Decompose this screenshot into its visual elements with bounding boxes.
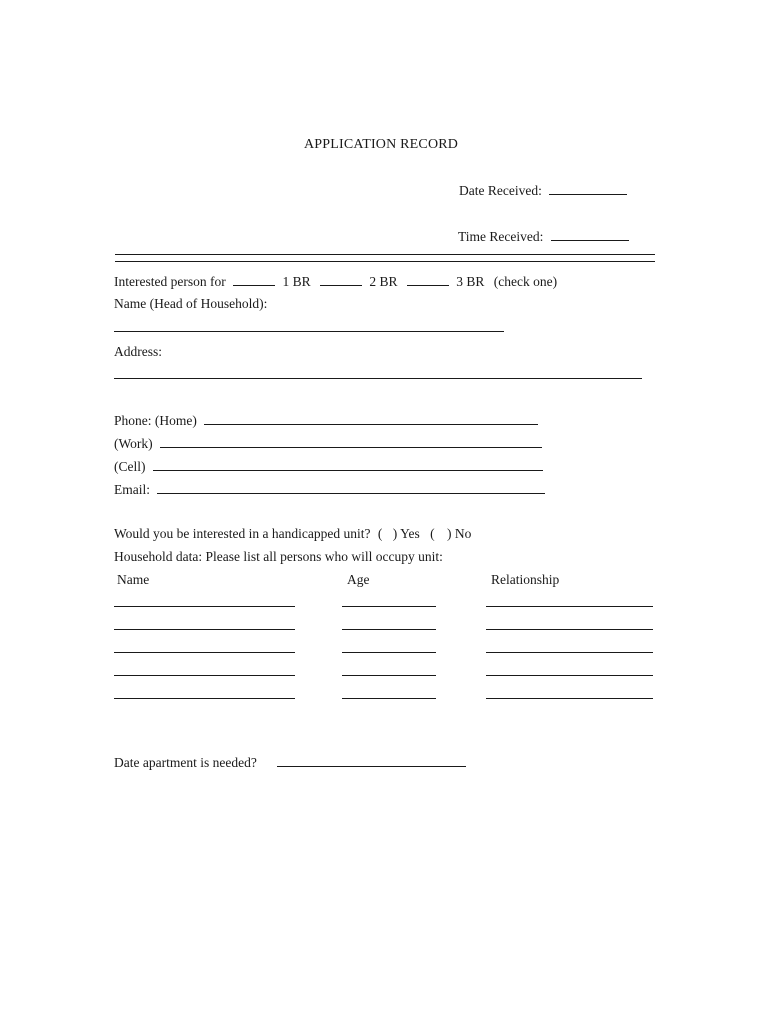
form-title: APPLICATION RECORD [304,137,459,152]
no-option[interactable]: ) No [446,526,472,541]
household-age-line[interactable] [342,629,436,630]
br2-label: 2 BR [369,274,398,289]
household-label: Household data: Please list all persons who will occupy unit: [114,549,443,564]
handicapped-question: Would you be interested in a handicapped unit? [114,526,371,541]
section-separator [115,254,655,262]
address-line[interactable] [114,378,642,379]
household-col-name: Name [117,572,150,587]
household-relationship-line[interactable] [486,629,653,630]
date-received-blank[interactable] [549,183,627,195]
phone-work-blank[interactable] [160,436,542,448]
household-col-age: Age [347,572,370,587]
household-name-line[interactable] [114,675,295,676]
household-col-relationship: Relationship [491,572,560,587]
phone-cell-field [114,459,543,474]
br3-blank[interactable] [407,274,449,286]
household-age-line[interactable] [342,675,436,676]
household-age-line[interactable] [342,652,436,653]
br1-blank[interactable] [233,274,275,286]
household-relationship-line[interactable] [486,698,653,699]
date-received-field[interactable] [459,183,627,198]
phone-home-label: Phone: (Home) [114,413,197,428]
yes-option[interactable]: ) Yes [392,526,420,541]
check-one-note: (check one) [493,274,558,289]
household-relationship-line[interactable] [486,675,653,676]
yes-paren-open[interactable]: ( [377,526,383,541]
br2-blank[interactable] [320,274,362,286]
date-needed-line[interactable] [277,766,466,767]
no-paren-open[interactable]: ( [430,526,435,541]
household-age-line[interactable] [342,606,436,607]
br1-label: 1 BR [282,274,311,289]
interested-label: Interested person for [114,274,226,289]
household-name-line[interactable] [114,652,295,653]
phone-cell-blank[interactable] [153,459,543,471]
phone-work-label: (Work) [114,436,153,451]
phone-home-blank[interactable] [204,413,538,425]
household-name-line[interactable] [114,606,295,607]
email-field [114,482,545,497]
household-relationship-line[interactable] [486,652,653,653]
phone-home-field [114,413,538,428]
household-name-line[interactable] [114,698,295,699]
address-label: Address: [114,344,162,359]
name-line[interactable] [114,331,504,332]
household-relationship-line[interactable] [486,606,653,607]
phone-work-field [114,436,542,451]
household-name-line[interactable] [114,629,295,630]
bedroom-choice-row [114,274,557,289]
email-blank[interactable] [157,482,545,494]
time-received-label: Time Received: [458,229,544,244]
time-received-blank[interactable] [551,229,629,241]
date-needed-label: Date apartment is needed? [114,755,257,770]
household-age-line[interactable] [342,698,436,699]
email-label: Email: [114,482,150,497]
phone-cell-label: (Cell) [114,459,146,474]
time-received-field[interactable] [458,229,629,244]
br3-label: 3 BR [456,274,485,289]
date-received-label: Date Received: [459,183,542,198]
name-label: Name (Head of Household): [114,296,268,311]
handicapped-question-row [114,527,471,541]
